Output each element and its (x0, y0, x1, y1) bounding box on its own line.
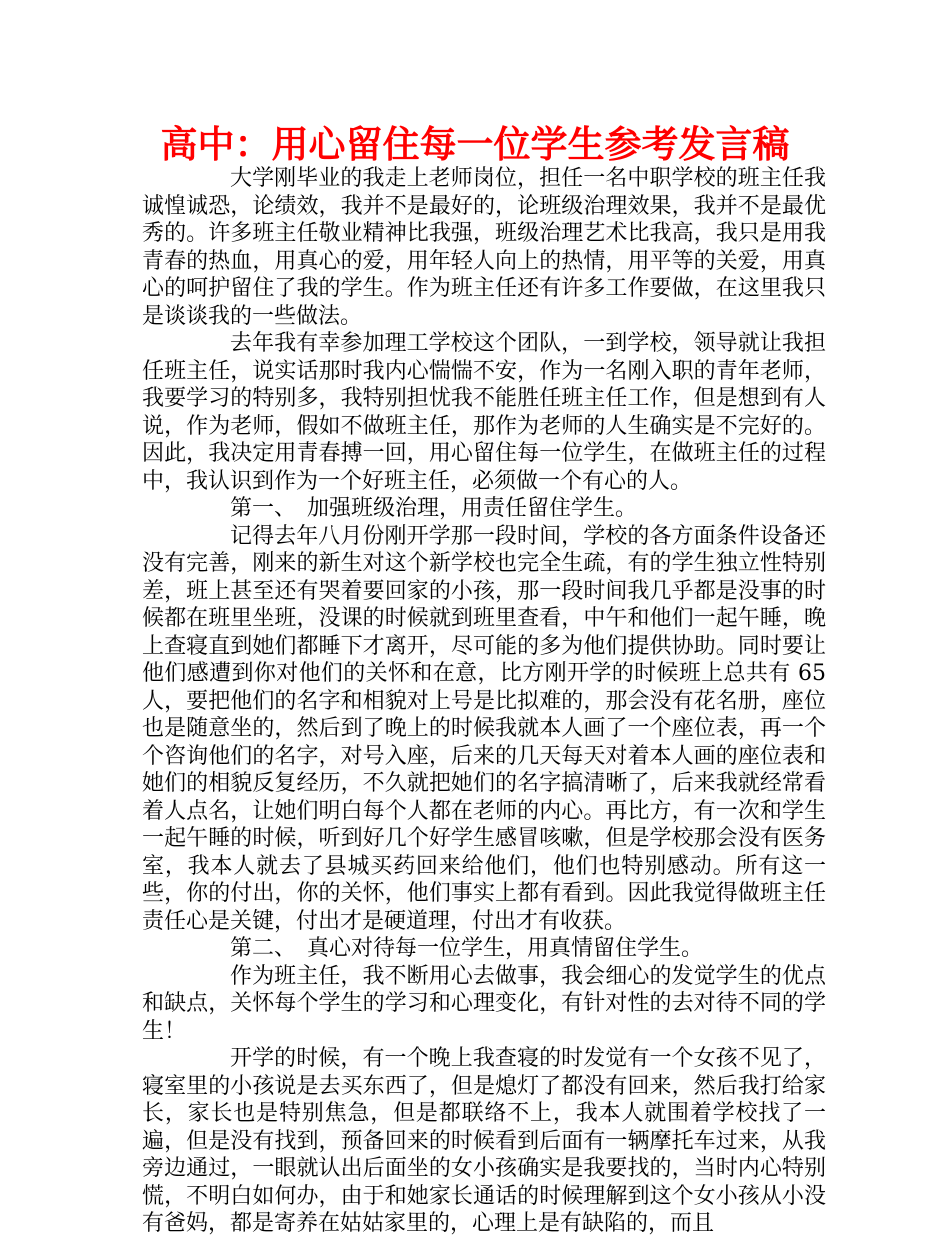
document-body (142, 165, 826, 1238)
paragraph: 记得去年八月份刚开学那一段时间，学校的各方面条件设备还没有完善，刚来的新生对这个新学校也完全生疏，有的学生独立性特别差，班上甚至还有哭着要回家的小孩，那一段时间我几乎都是没事的时候都在班里坐班，没课的时候就到班里查看，中午和他们一起午睡，晚上查寝直到她们都睡下才离开，尽可能的多为他们提供协助。同时要让他们感遭到你对他们的关怀和在意，比方刚开学的时候班上总共有 65 人，要把他们的名字和相貌对上号是比拟难的，那会没有花名册，座位也是随意坐的，然后到了晚上的时候我就本人画了一个座位表，再一个个咨询他们的名字，对号入座，后来的几天每天对着本人画的座位表和她们的相貌反复经历，不久就把她们的名字搞清晰了，后来我就经常看着人点名，让她们明白每个人都在老师的内心。再比方，有一次和学生一起午睡的时候，听到好几个好学生感冒咳嗽，但是学校那会没有医务室，我本人就去了县城买药回来给他们，他们也特别感动。所有这一些，你的付出，你的关怀，他们事实上都有看到。因此我觉得做班主任责任心是关键，付出才是硬道理，付出才有收获。 (142, 523, 826, 934)
paragraph: 开学的时候，有一个晚上我查寝的时发觉有一个女孩不见了，寝室里的小孩说是去买东西了，但是熄灯了都没有回来，然后我打给家长，家长也是特别焦急，但是都联络不上，我本人就围着学校找了一遍，但是没有找到，预备回来的时候看到后面有一辆摩托车过来，从我旁边通过，一眼就认出后面坐的女小孩确实是我要找的，当时内心特别慌，不明白如何办，由于和她家长通话的时候理解到这个女小孩从小没有爸妈，都是寄养在姑姑家里的，心理上是有缺陷的，而且 (142, 1046, 826, 1236)
paragraph: 作为班主任，我不断用心去做事，我会细心的发觉学生的优点和缺点，关怀每个学生的学习和心理变化，有针对性的去对待不同的学生！ (142, 963, 826, 1044)
paragraph: 去年我有幸参加理工学校这个团队，一到学校，领导就让我担任班主任，说实话那时我内心惴惴不安，作为一名刚入职的青年老师，我要学习的特别多，我特别担忧我不能胜任班主任工作，但是想到有人说，作为老师，假如不做班主任，那作为老师的人生确实是不完好的。因此，我决定用青春搏一回，用心留住每一位学生，在做班主任的过程中，我认识到作为一个好班主任，必须做一个有心的人。 (142, 331, 826, 494)
section-heading: 第二、 真心对待每一位学生，用真情留住学生。 (230, 936, 704, 961)
section-heading: 第一、 加强班级治理，用责任留住学生。 (230, 496, 638, 521)
document-title: 高中：用心留住每一位学生参考发言稿 (160, 123, 790, 166)
paragraph: 大学刚毕业的我走上老师岗位，担任一名中职学校的班主任我诚惶诚恐，论绩效，我并不是最好的，论班级治理效果，我并不是最优秀的。许多班主任敬业精神比我强，班级治理艺术比我高，我只是用我青春的热血，用真心的爱，用年轻人向上的热情，用平等的关爱，用真心的呵护留住了我的学生。作为班主任还有许多工作要做，在这里我只是谈谈我的一些做法。 (142, 166, 826, 329)
